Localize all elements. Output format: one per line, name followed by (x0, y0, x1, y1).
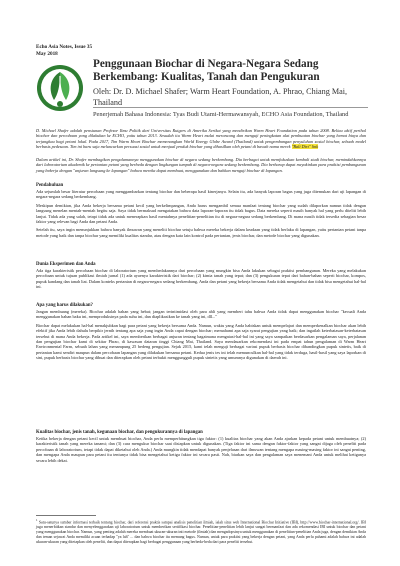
article-title: Penggunaan Biochar di Negara-Negara Sedang Berkembang: Kualitas, Tanah dan Pengukuran (93, 58, 320, 83)
translator-credit: Penerjemah Bahasa Indonesia: Tyas Budi Utami-Hermawansyah, ECHO Asia Foundation, Thailand (93, 111, 349, 118)
issue-number: Echo Asia Notes, Issue 35 (36, 44, 93, 50)
issue-date: May 2018 (36, 51, 58, 57)
author-byline (93, 86, 368, 108)
author-bio (36, 128, 366, 150)
section-paragraph: Ada sejumlah besar literatur percobaan yang menggambarkan tentang biochar dan beberapa hasil kinerjanya. Selain itu, ada banyak laporan bagus yang juga ditemukan dari uji lapangan di negara-negara sedang berkembang. (36, 189, 366, 200)
brand-link[interactable]: "Bali Dirt" link (291, 144, 319, 150)
section-pendahuluan (36, 183, 366, 238)
section-heading: Pendahuluan (36, 183, 64, 188)
intro-paragraph: Dalam artikel ini, Dr. Shafer membagikan pengalamannya menggunakan biochar di negara sedang berkembang. Dia berbagai untuk memfokuskan kembali studi biochar, memindahkannya dari laboratorium akademik ke pertanian petani yang berbeda dengan lingkungan tumpah di negara-negara sedang berkembang. Dia berharap dapat meyakinkan para praktisi pembangunan yang bekerja dengan "anjuran langsung ke lapangan" bahwa mereka dapat membuat, menggunakan dan bahkan menguji biochar di lapangan. (36, 157, 366, 173)
section-heading: Dunia Eksperimen dan Anda (36, 262, 96, 267)
byline-line-2: Thailand (93, 98, 123, 107)
section-kualitas-biochar (36, 430, 366, 463)
footnote-divider (36, 515, 96, 516)
footnote (36, 518, 366, 545)
section-paragraph: Ada tiga karakteristik percobaan biochar di laboratorium yang membedakannya dari percobaan yang mungkin bisa Anda lakukan sebagai praktisi pembangunan. Mereka yang melakukan percobaan untuk tujuan publikasi ilmiah jurnal (1) ada ayaenya karakteristik dari biochar; (2) kimia tanah yang tepat; dan (3) pengukuran tepat dari bahan-bahan seperti biochar, kompos, pupuk kandang dan tanah liat. Dalam konteks pertanian di negara-negara sedang berkembang, Anda dan petani yang bekerja bersama Anda tidak mengetahui dan tidak bisa mengetahui hal-hal ini. (36, 268, 366, 290)
section-paragraph: Setelah itu, saya ingin menunjukkan bahwa banyak ilmuwan yang meneliti biochar setuju bahwa mereka bekerja dalam keadaan yang tidak berlaku di lapangan, yaitu pertanian petani tanpa metode yang baik dan tanpa biochar yang memiliki kualitas standar, atau dengan kata lain kontrol pada pertanian, jenis biochar, dan metode biochar yang digunakan. (36, 227, 366, 238)
section-heading: Kualitas biochar, jenis tanah, kegunaan biochar, dan pengukurannya di lapangan (36, 430, 203, 435)
footnote-text: Satu-satunya sumber informasi terbaik tentang biochar, dari referensi praktis sampai analisis penelitian ilmiah, ialah situs web International Biochar Initiative (IBI), http://www.biochar-international.org/. IBI juga menerbitkan standar dan menyelenggarakan uji laboratorium untuk memberikan sertifikasi biochar. Penelitian-penelitian lebih lanjut sangat bermanfaat dan ada rekomendasi IBI untuk biochar dan petani yang menggunakan biochar. Namun, yang penting adalah mereka membuat ukuran-ukuran inti metode (ilmiah) dan mengadopsinya untuk menggunakan di penelitian-penelitian Anda juga, dengan demikian Anda dan teman sejawat Anda memiliki acuan terhadap "ya lah" ... dan bahwa biochar itu memang bagus. Namun, untuk para praktisi yang bekerja dengan petani, yang Anda perlu pahami adalah bahwa ini adalah ukuran-ukuran yang ditetapkan oleh peneliti, dan dapat diterapkan bagi berbagai penggunaan yang berbeda-beda dari para peneliti tersebut. (36, 520, 366, 544)
section-dunia-eksperimen (36, 262, 366, 290)
section-paragraph: Ketika bekerja dengan petani kecil untuk membuat biochar, Anda perlu memperhitungkan tiga faktor: (1) kualitas biochar yang akan Anda ajarkan kepada petani untuk membuatnya; (2) karakteristik tanah yang mereka tanami; dan (3) cara mengukur biochar saat disiapkan untuk digunakan. (Tiga faktor ini sama dengan faktor-faktor yang sangat dijaga oleh peneliti pada percobaan di laboratorium, tetapi tidak dapat diketahui oleh Anda.) Anda mungkin tidak mendapat banyak penjelasan dari ilmuwan tentang mengapa masing-masing faktor ini sangat penting, dan mengapa Anda maupun para petani itu tentunya tidak bisa mengetahui ketiga faktor ini secara pasti. Nah, biarkan saya dan pengalaman saya menemani Anda untuk melihat ketiganya secara lebih dekat. (36, 436, 366, 463)
section-paragraph: Biochar dapat melakukan hal-hal menakjubkan bagi para petani yang bekerja bersama Anda. Namun, waktu yang Anda habiskan untuk mempelajari dan memperkenalkan biochar akan lebih efektif jika Anda lebih dahulu berpikir jernih tentang apa saja yang ingin Anda capai dengan biochar; memahami apa saja syarat pengujian yang baik; dan ingatlah keterbatasan-keterbatasan tersebut di mana Anda bekerja. Pada artikel ini, saya memberikan berbagai anjuran tentang bagaimana mengatasi-hal-hal ini yang saya sampaikan berdasarkan pengalaman saya, perjalanan dan pengujian biochar kami di sekitar Phrao, di kawasan dataran tinggi Chiang Mai, Thailand. Saya mendasarkan rekomendasi ini pada empat tahun pengalaman di Warm Heart Environmental Farm, sebuah lahan yang menampung 25 bedeng pengujian. Sejak 2015, kami telah menguji berbagai variasi pupuk berbasis biochar dibandingkan pupuk sintetis, baik di pertanian kami sendiri maupun dalam percobaan lapangan yang dilakukan bersama petani. Kedua jenis tes ini telah memunculkan hal-hal yang tidak terduga, hasil-hasil yang saya laporkan di sini, pupuk berbasis biochar yang dibuat dan diterapkan oleh petani terbukti menggungguli pupuk sintetis yang umumnya digunakan di daerah ini. (36, 322, 366, 361)
author-bio-text: D. Michael Shafer adalah pensiunan Profesor Ilmu Politik dari Universitas Rutgers di Amerika Serikat yang mendirikan Warm Heart Foundation pada tahun 2008. Beliau aktif perihal biochar dan percobaan yang dilakukan ke ECHO, yaitu tahun 2013. Sesudah itu Warm Heart mulai merancang dan menguji peningkatan alat pembuatan biochar yang hemat biaya dan terjangkau bagi petani lokal. Pada 2017, Tim Warm Heart Biochar memenangkan World Energy Globe Award (Thailand) untuk pengembangan penyuluhan sosial biochar, sebuah model berbasis pedesaan. Tim ini baru saja meluncurkan persuasi sosial untuk menjual produk biochar yang dihasilkan oleh petani di bawah nama merek (36, 128, 366, 150)
section-heading: Apa yang harus dilakukan? (36, 303, 93, 308)
section-paragraph: Meskipun demikian, jika Anda bekerja bersama petani kecil yang berkelimpangan, Anda harus mengambil semua manfaat tentang biochar yang sudah dilaporkan namun tidak dengan langsung menelan mentah-mentah begitu saja. Saya tidak bermaksud mengatakan bahwa data laporan-laporan itu tidak bagus. Data mereka seperti masih banyak hal yang perlu diteliti lebih lanjut. Tidak ada yang salah, tetapi tidak ada untuk menerapkan hasil mentahnya penelitian-penelitian itu di negara-negara sedang berkembang. Di mana masih tidak tersedia sebagian besar faktor yang relevan bagi Anda dan petani Anda. (36, 202, 366, 225)
byline-line-1: Oleh: Dr. D. Michael Shafer; Warm Heart Foundation, A. Phrao, Chiang Mai, (93, 87, 348, 96)
title-divider (93, 107, 368, 108)
section-paragraph: Jangan membuang (mereka). Biochar adalah bahan yang hebat; jangan terintimidasi oleh para ahli yang memberi tahu bahwa Anda tidak dapat menggunakan biochar "kecuali Anda menggunakan bahan baku ini, memproduksinya pada suhu ini, dan diaplikasikan ke tanah yang ini, dll..." (36, 309, 366, 320)
section-apa-yang-harus (36, 303, 366, 361)
issue-info (36, 44, 92, 58)
echo-asia-logo-icon (36, 64, 84, 112)
footnote-marker: 1 (36, 518, 38, 522)
